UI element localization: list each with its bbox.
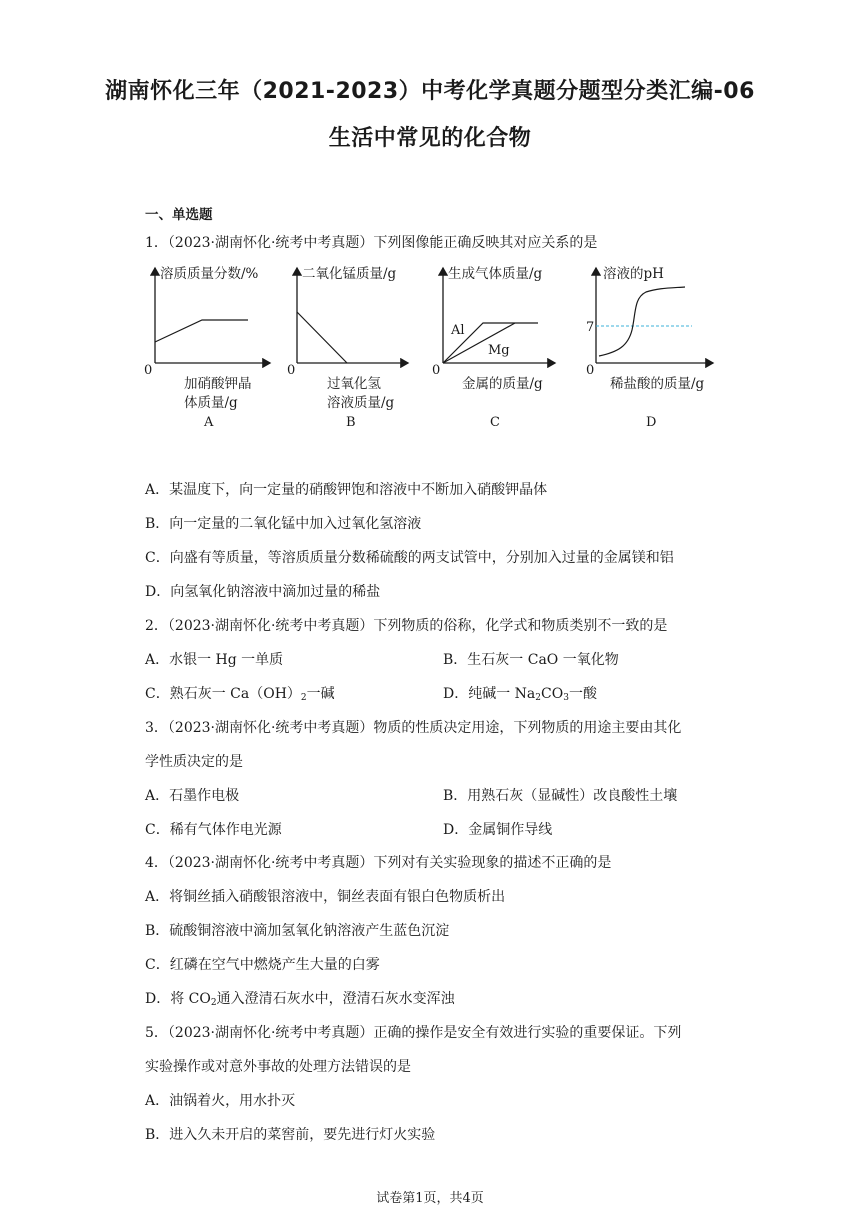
graph-a-origin: 0 bbox=[144, 363, 153, 378]
question-5-option-a: A．油锅着火，用水扑灭 bbox=[145, 1093, 296, 1109]
graph-d-tick7: 7 bbox=[586, 320, 595, 335]
question-1-option-b: B．向一定量的二氧化锰中加入过氧化氢溶液 bbox=[145, 516, 422, 532]
graph-a-letter: A bbox=[204, 415, 214, 430]
question-2-option-d: D．纯碱一 $Na_2CO_3$一酸 bbox=[443, 686, 597, 703]
question-1-option-c: C．向盛有等质量，等溶质质量分数稀硫酸的两支试管中，分别加入过量的金属镁和铝 bbox=[145, 550, 674, 566]
graph-b bbox=[287, 266, 408, 430]
graph-a-ylabel: 溶质质量分数/% bbox=[160, 266, 259, 282]
question-3-option-a: A．石墨作电极 bbox=[145, 788, 240, 804]
question-1-figure bbox=[140, 260, 730, 440]
question-2-option-a: A．水银一 Hg 一单质 bbox=[145, 652, 284, 668]
section-heading: 一、单选题 bbox=[145, 207, 213, 223]
question-4-stem: 4．（2023·湖南怀化·统考中考真题）下列对有关实验现象的描述不正确的是 bbox=[145, 855, 612, 871]
graph-b-letter: B bbox=[346, 415, 356, 430]
question-3-option-c: C．稀有气体作电光源 bbox=[145, 822, 282, 838]
graph-d-curve bbox=[599, 287, 685, 356]
graph-a-xlabel1: 加硝酸钾晶 bbox=[184, 376, 252, 392]
graph-c-letter: C bbox=[490, 415, 500, 430]
graph-d bbox=[586, 265, 713, 430]
graph-b-xlabel2: 溶液质量/g bbox=[327, 395, 395, 411]
question-2-stem: 2．（2023·湖南怀化·统考中考真题）下列物质的俗称，化学式和物质类别不一致的是 bbox=[145, 618, 668, 634]
graph-b-origin: 0 bbox=[287, 363, 296, 378]
question-4-option-d: D．将 $CO_2$通入澄清石灰水中，澄清石灰水变浑浊 bbox=[145, 991, 455, 1008]
page-title-line1: 湖南怀化三年（2021-2023）中考化学真题分题型分类汇编-06 bbox=[105, 79, 755, 104]
question-3-option-d: D．金属铜作导线 bbox=[443, 822, 553, 838]
question-4-option-a: A．将铜丝插入硝酸银溶液中，铜丝表面有银白色物质析出 bbox=[145, 889, 506, 905]
graph-c-origin: 0 bbox=[432, 363, 441, 378]
question-3-option-b: B．用熟石灰（显碱性）改良酸性土壤 bbox=[443, 788, 678, 804]
question-5-stem-line2: 实验操作或对意外事故的处理方法错误的是 bbox=[145, 1059, 411, 1075]
question-2-option-b: B．生石灰一 CaO 一氧化物 bbox=[443, 652, 619, 668]
graph-d-xlabel1: 稀盐酸的质量/g bbox=[610, 376, 705, 392]
question-1-stem: 1．（2023·湖南怀化·统考中考真题）下列图像能正确反映其对应关系的是 bbox=[145, 235, 598, 251]
graph-a bbox=[144, 265, 270, 430]
question-3-stem-line1: 3．（2023·湖南怀化·统考中考真题）物质的性质决定用途，下列物质的用途主要由其化 bbox=[145, 720, 682, 736]
graph-c-xlabel1: 金属的质量/g bbox=[462, 376, 543, 392]
graph-d-ylabel: 溶液的pH bbox=[603, 266, 664, 282]
graph-a-line bbox=[155, 320, 248, 342]
question-1-option-d: D．向氢氧化钠溶液中滴加过量的稀盐 bbox=[145, 584, 381, 600]
graph-b-ylabel: 二氧化锰质量/g bbox=[302, 266, 397, 282]
graph-c-label-mg: Mg bbox=[488, 343, 510, 358]
question-5-option-b: B．进入久未开启的菜窖前，要先进行灯火实验 bbox=[145, 1127, 436, 1143]
graph-d-origin: 0 bbox=[586, 363, 595, 378]
question-5-stem-line1: 5．（2023·湖南怀化·统考中考真题）正确的操作是安全有效进行实验的重要保证。下列 bbox=[145, 1025, 682, 1041]
graph-a-xlabel2: 体质量/g bbox=[184, 395, 238, 411]
graph-c-label-al: Al bbox=[451, 323, 465, 338]
graph-d-letter: D bbox=[646, 415, 657, 430]
graph-b-line bbox=[297, 312, 347, 363]
graph-c bbox=[432, 265, 555, 430]
graph-c-ylabel: 生成气体质量/g bbox=[448, 266, 543, 282]
page-footer: 试卷第1页，共4页 bbox=[376, 1191, 484, 1206]
question-4-option-b: B．硫酸铜溶液中滴加氢氧化钠溶液产生蓝色沉淀 bbox=[145, 923, 450, 939]
question-4-option-c: C．红磷在空气中燃烧产生大量的白雾 bbox=[145, 957, 380, 973]
question-2-option-c: C．熟石灰一 $Ca(OH)_2$一碱 bbox=[145, 686, 335, 703]
question-1-option-a: A．某温度下，向一定量的硝酸钾饱和溶液中不断加入硝酸钾晶体 bbox=[145, 482, 548, 498]
question-3-stem-line2: 学性质决定的是 bbox=[145, 754, 243, 770]
graph-b-xlabel1: 过氧化氢 bbox=[327, 376, 381, 392]
page-title-line2: 生活中常见的化合物 bbox=[328, 126, 532, 151]
